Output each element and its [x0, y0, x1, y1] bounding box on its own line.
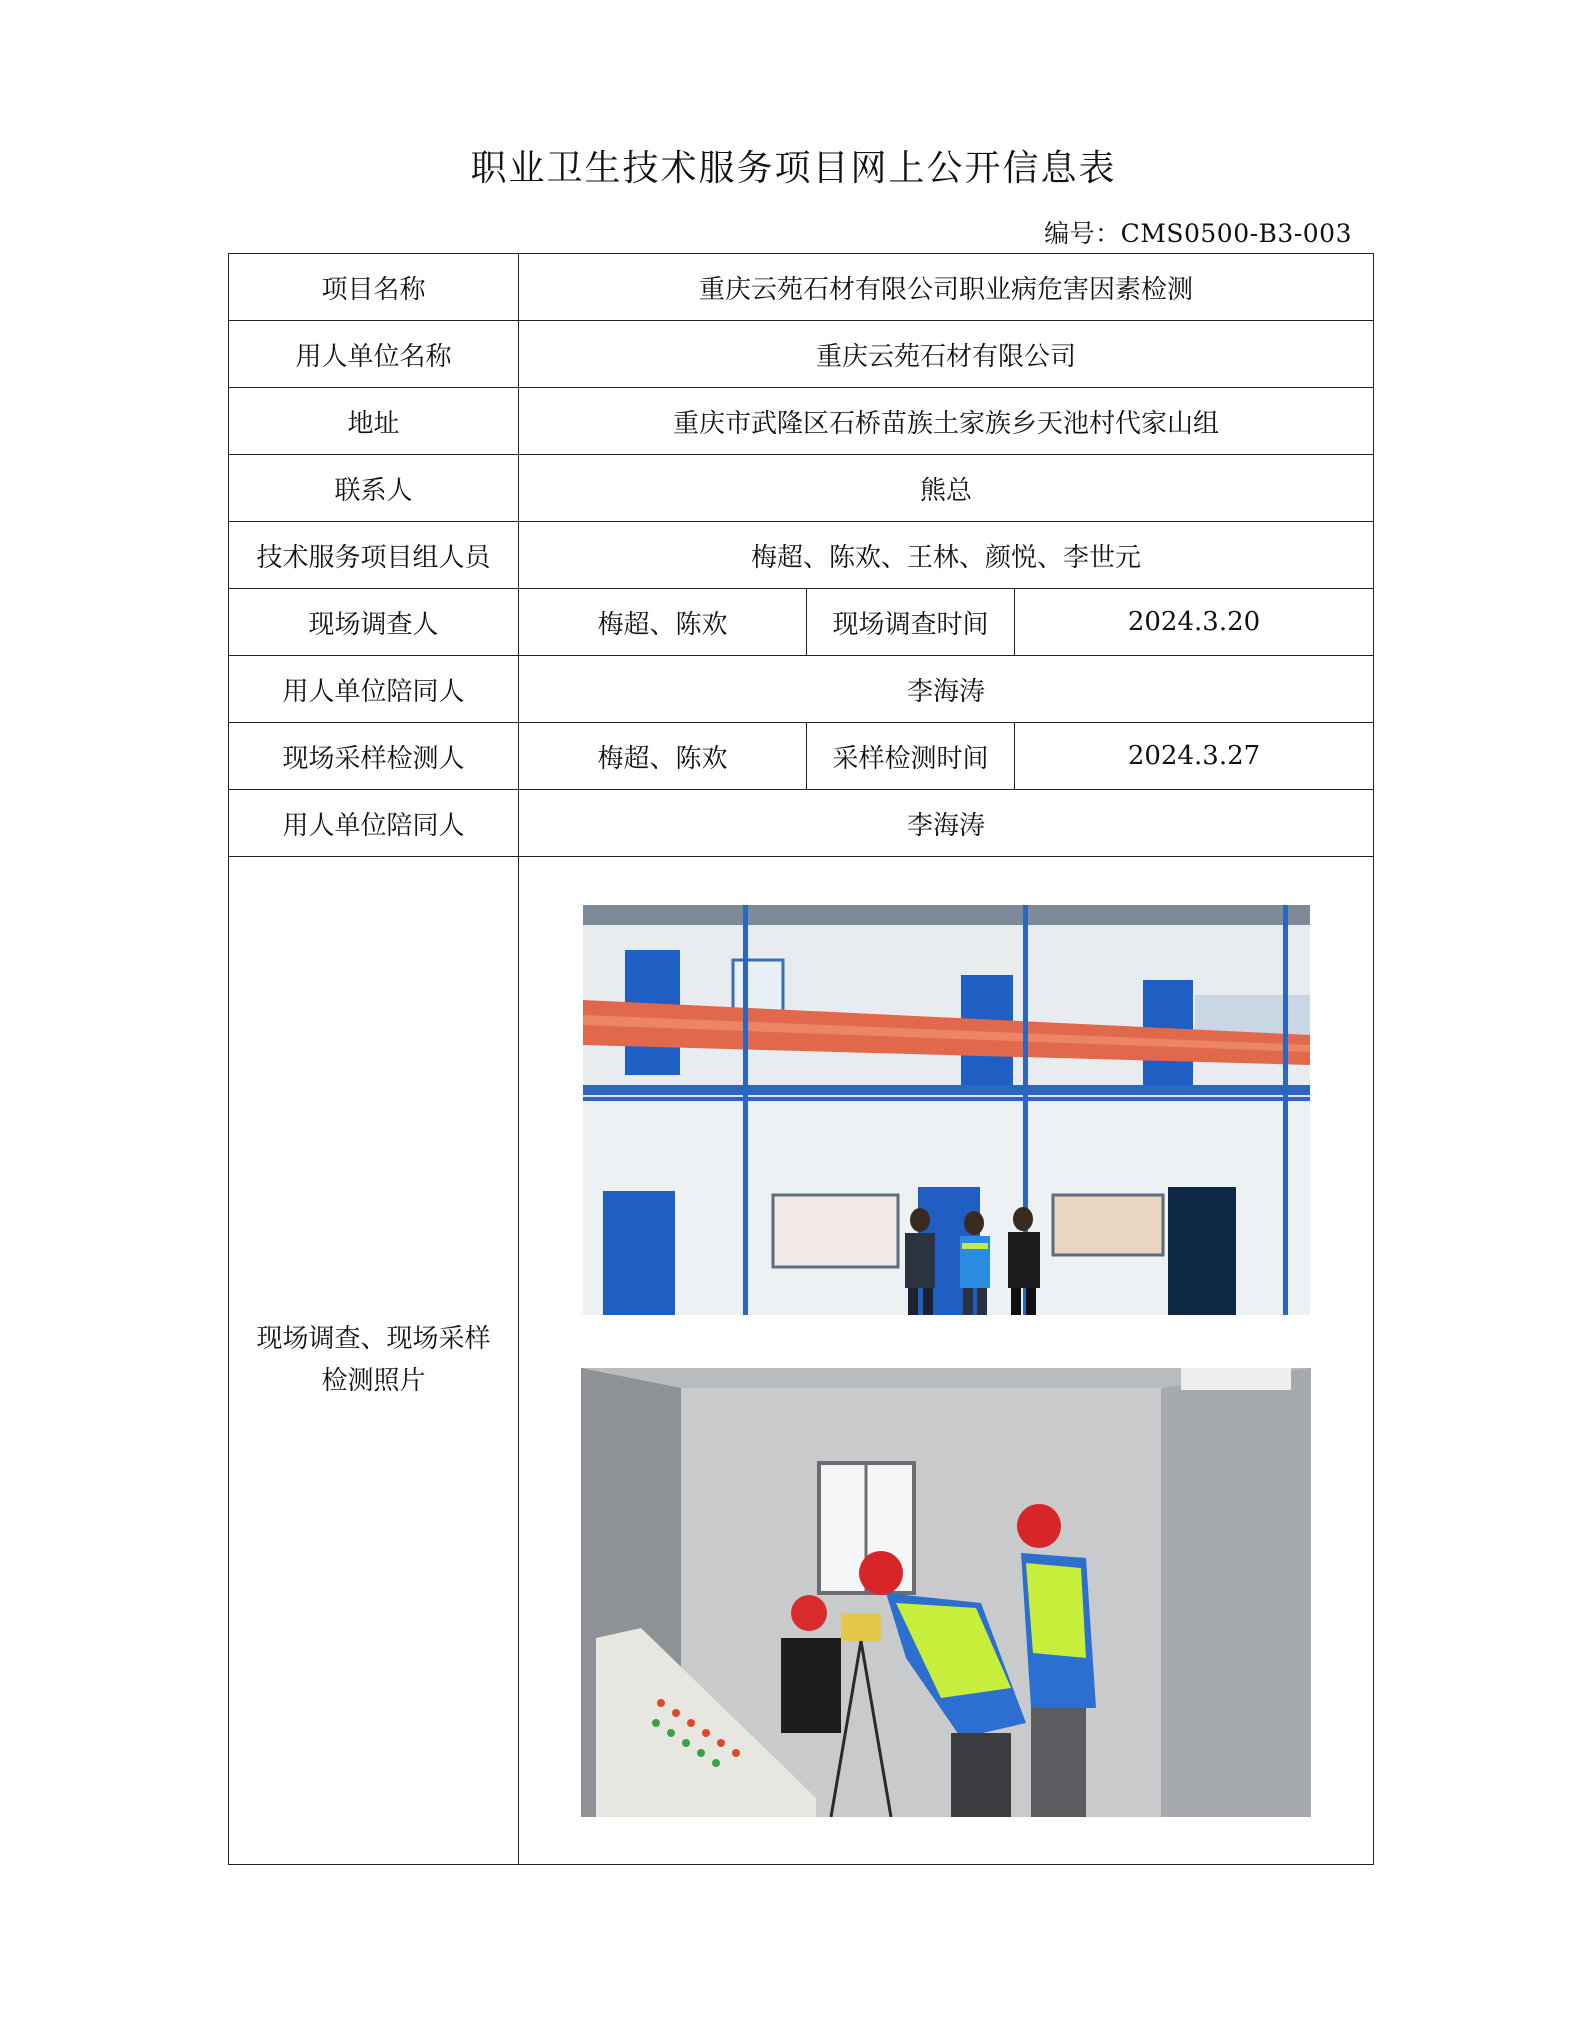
survey-escort-value: 李海涛 [519, 656, 1374, 723]
table-row [229, 656, 1374, 723]
sampling-escort-value: 李海涛 [519, 790, 1374, 857]
employer-name-label: 用人单位名称 [229, 321, 519, 388]
sampling-time-value: 2024.3.27 [1015, 723, 1374, 790]
address-label: 地址 [229, 388, 519, 455]
sampling-escort-label: 用人单位陪同人 [229, 790, 519, 857]
contact-value: 熊总 [519, 455, 1374, 522]
survey-escort-label: 用人单位陪同人 [229, 656, 519, 723]
site-survey-time-value: 2024.3.20 [1015, 589, 1374, 656]
table-row [229, 254, 1374, 321]
site-sampling-photo [581, 1368, 1311, 1817]
address-value: 重庆市武隆区石桥苗族土家族乡天池村代家山组 [519, 388, 1374, 455]
table-row [229, 388, 1374, 455]
site-survey-label: 现场调查人 [229, 589, 519, 656]
team-members-value: 梅超、陈欢、王林、颜悦、李世元 [519, 522, 1374, 589]
photos-label-line1: 现场调查、现场采样 [256, 1323, 491, 1354]
project-name-value: 重庆云苑石材有限公司职业病危害因素检测 [519, 254, 1374, 321]
contact-label: 联系人 [229, 455, 519, 522]
photos-label-line2: 检测照片 [321, 1365, 426, 1396]
table-row [229, 589, 1374, 656]
project-name-label: 项目名称 [229, 254, 519, 321]
table-row [229, 522, 1374, 589]
team-members-label: 技术服务项目组人员 [229, 522, 519, 589]
table-row [229, 723, 1374, 790]
document-title: 职业卫生技术服务项目网上公开信息表 [470, 148, 1117, 189]
table-row [229, 790, 1374, 857]
info-table [228, 253, 1374, 1865]
site-survey-value: 梅超、陈欢 [519, 589, 807, 656]
photos-label [229, 857, 519, 1865]
table-row [229, 455, 1374, 522]
table-row [229, 857, 1374, 1865]
table-row [229, 321, 1374, 388]
sampling-label: 现场采样检测人 [229, 723, 519, 790]
site-survey-time-label: 现场调查时间 [807, 589, 1015, 656]
document-number: 编号：CMS0500-B3-003 [1044, 219, 1352, 248]
sampling-time-label: 采样检测时间 [807, 723, 1015, 790]
sampling-value: 梅超、陈欢 [519, 723, 807, 790]
site-survey-photo [583, 905, 1310, 1315]
photos-cell [519, 857, 1374, 1865]
employer-name-value: 重庆云苑石材有限公司 [519, 321, 1374, 388]
